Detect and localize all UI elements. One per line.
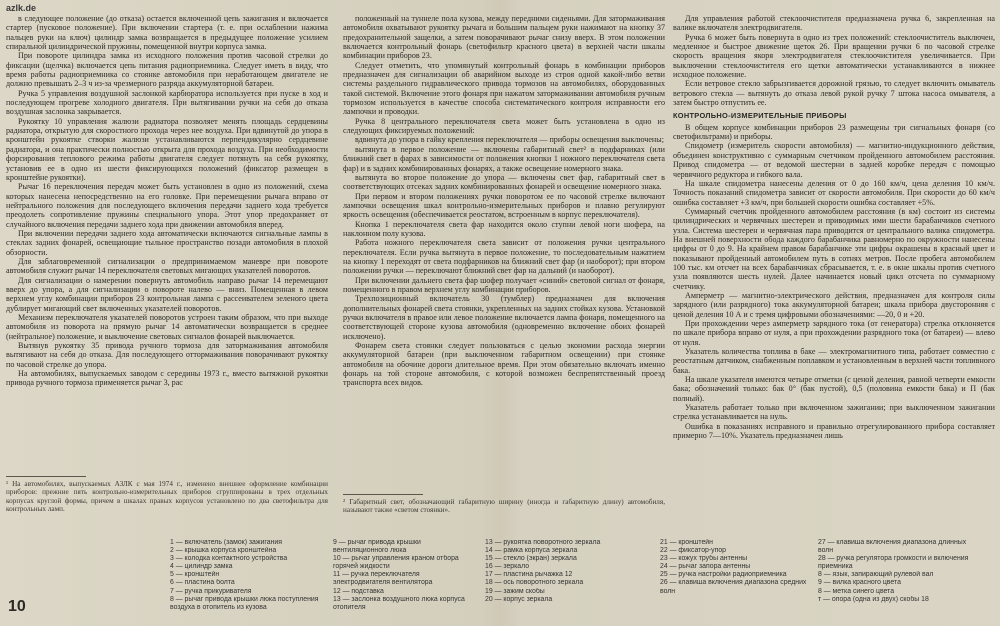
legend-item: 17 — пластина рычажка 12 xyxy=(485,571,573,579)
paragraph: вытянута во второе положение до упора — включены свет фар, габаритный свет в соответствующих отсеках задних комбинированных фонарей и освещение номерного знака. xyxy=(343,172,665,192)
paragraph: Рукоятку 10 управления жалюзи радиатора позволяет менять площадь сердцевины радиатора, открытую для скоростного прохода через нее воздуха. При вдвинутой до упора в кронштейн рукоятке створки жалюзи устанавливаются перпендикулярно сердцевине радиатора, и она практически полностью открыта для прохода воздуха. При необходимости форсирования теплового режима работы двигателя следует потянуть на себя рукоятку, установив ее в одно из шести фиксирующихся положений (фиксатор размещен в кронштейне рукоятки). xyxy=(6,116,328,182)
paragraph: Вытянув рукоятку 35 привода ручного тормоза для затормаживания автомобиля вытягивают на себя до отказа. Для последующего оттормаживания поворачивают рукоятку по часовой стрелке до упора. xyxy=(6,341,328,369)
legend-item: 4 — цилиндр замка xyxy=(170,563,233,571)
paragraph: Спидометр (измеритель скорости автомобиля) — магнитно-индукционного действия, объединен конструктивно с суммарным счетчиком пройденного автомобилем расстояния. Привод спидометра — от ведомой шестерни в задней коробке передач с помощью червячного редуктора и гибкого вала. xyxy=(673,141,995,179)
legend-item: 24 — рычаг запора антенны xyxy=(660,563,751,571)
paragraph: При первом и втором положениях ручки поворотом ее по часовой стрелке включают лампочки освещения шкал контрольно-измерительных приборов и плавно регулируют яркость освещения (обеспечивается реостатом, встроенным в корпус переключателя). xyxy=(343,191,665,220)
legend-item: 5 — кронштейн xyxy=(170,571,220,579)
text-column-left xyxy=(6,14,328,472)
legend-item: 25 — ручка настройки радиоприемника xyxy=(660,571,787,579)
legend-item: 28 — ручка регулятора громкости и включения приемника xyxy=(818,555,969,571)
legend-item: 13 — заслонка воздушного люка корпуса отопителя xyxy=(333,595,465,611)
footnote-divider xyxy=(343,494,423,495)
paragraph: вдвинута до упора в гайку крепления переключателя — приборы освещения выключены; xyxy=(355,135,664,145)
paragraph: Ручка 5 управления воздушной заслонкой карбюратора используется при пуске в ход и последующем прогреве холодного двигателя. При вытягивании ручки на себя до отказа воздушная заслонка закрывается. xyxy=(6,88,328,117)
paragraph: Ручка 8 центрального переключателя света может быть установлена в одно из следующих фиксируемых положений: xyxy=(343,116,665,136)
legend-item: 18 — ось поворотного зеркала xyxy=(485,579,584,587)
paragraph: Для сигнализации о намерении повернуть автомобиль направо рычаг 14 перемещают вверх до упора, а для сигнализации о повороте налево — вниз. Помещенная в левом верхнем углу комбинации приборов 23 контрольная лампа с рассеивателем зеленого цвета дублирует мигающий свет включенных указателей поворотов. xyxy=(6,275,328,313)
legend-item: 13 — рукоятка поворотного зеркала xyxy=(485,539,601,546)
legend-item: 8 — метка синего цвета xyxy=(818,587,895,595)
figure-legend-column xyxy=(333,539,476,621)
paragraph: Механизм переключателя указателей поворотов устроен таким образом, что при выходе автомобиля из поворота на прямую рычаг 14 автоматически возвращается в среднее (нейтральное) положение, и выключение световых сигналов фонарей выключается. xyxy=(6,313,328,341)
legend-item: 3 — колодка контактного устройства xyxy=(170,555,288,563)
figure-legend-column xyxy=(485,539,620,621)
paragraph: Следует отметить, что упомянутый контрольный фонарь в комбинации приборов предназначен для сигнализации об аварийном выходе из строя одной какой-либо ветви системы раздельного гидравлического привода тормозов на автомобилях, оборудованных такой системой. Включение этого фонаря при нажатом затормаживании автомобиля ручным тормозом используется в качестве способа систематического контроля исправности его лампочки и проводки. xyxy=(343,60,665,117)
legend-item: 20 — корпус зеркала xyxy=(485,595,553,603)
paragraph: Для управления работой стеклоочистителя предназначена ручка 6, закрепленная на валике включателя электродвигателя. xyxy=(673,14,995,33)
legend-item: 1 — включатель (замок) зажигания xyxy=(170,539,282,546)
paragraph: Кнопка 1 переключателя света фар находится около ступни левой ноги шофера, на наклонном полу кузова. xyxy=(343,219,665,238)
legend-item: 19 — зажим скобы xyxy=(485,587,545,595)
legend-item: 12 — подставка xyxy=(333,587,384,595)
paragraph: Работа ножного переключателя света зависит от положения ручки центрального переключателя. Если ручка вытянута в первое положение, то последовательным нажатием на кнопку 1 переходят от света подфарников на ближний свет фар (и наоборот); при втором положении ручки — переключают ближний свет фар на дальний (и наоборот). xyxy=(343,238,665,276)
paragraph: На шкале указателя имеются четыре отметки (с ценой деления, равной четверти емкости бака; обозначений только: бак 0° (бак пустой), 0,5 (половина емкости бака) и П (бак полный). xyxy=(673,375,995,403)
legend-item: 26 — клавиша включения диапазона средних волн xyxy=(660,579,807,595)
legend-item: 23 — кожух трубы антенны xyxy=(660,555,748,563)
legend-item: 14 — рамка корпуса зеркала xyxy=(485,547,578,555)
paragraph: Трехпозиционный включатель 30 (тумблер) предназначен для включения дополнительных фонарей света стоянки, укрепленных на задних стойках кузова. Установкой ручки включателя в правое или левое положение включается лампа фонаря, помещенного на соответствующей стороне кузова автомобиля (одновременно включение обоих фонарей исключено). xyxy=(343,294,665,341)
paragraph: На шкале спидометра нанесены деления от 0 до 160 км/ч, цена деления 10 км/ч. Точность показаний спидометра зависит от скорости автомобиля. При скорости до 60 км/ч ошибка составляет +3 км/ч, при большей скорости ошибка составляет +5%. xyxy=(673,178,995,207)
paragraph: При повороте цилиндра замка из исходного положения против часовой стрелки до фиксации (щелчка) включается цепь питания радиоприемника. Следует иметь в виду, что время работы радиоприемника со стоянке автомобиля при неработающем двигателе не должно превышать 2–3 ч из-за чрезмерного разряда аккумуляторной батареи. xyxy=(6,51,328,89)
paragraph: Амперметр — магнитно-электрического действия, предназначен для контроля силы зарядного (или разрядного) тока аккумуляторной батареи; шкала прибора двусторонняя с ценой деления 10 А и с тремя цифровыми обозначениями: —20, 0 и +20. xyxy=(673,290,995,319)
section-heading: КОНТРОЛЬНО-ИЗМЕРИТЕЛЬНЫЕ ПРИБОРЫ xyxy=(673,111,847,121)
footnote-middle: ² Габаритный свет, обозначающий габаритную ширину (иногда и габаритную длину) автомобиля, называют также «светом стоянки». xyxy=(343,498,665,515)
legend-item: 27 — клавиша включения диапазона длинных волн xyxy=(818,539,967,555)
legend-item: 7 — ручка прикуривателя xyxy=(170,587,252,595)
figure-legend-column xyxy=(170,539,325,621)
footnote-left: ¹ На автомобилях, выпускаемых АЗЛК с мая 1974 г., изменено внешнее оформление комбинации приборов: прежние пять контрольно-измерительных приборов сгруппированы в трех отдельных корпусах круглой формы, причем в шкалах правых корпусов установлено по два светофильтра для контрольных ламп. xyxy=(6,480,328,513)
paragraph: Указатель количества топлива в баке — электромагнитного типа, работает совместно с реостатным датчиком, снабженным поплавком и установленным в верхней части топливного бака. xyxy=(673,347,995,375)
legend-item: т — опора (одна из двух) скобы 18 xyxy=(818,595,929,603)
paragraph: в следующее положение (до отказа) остается включенной цепь зажигания и включается стартер (пусковое положение). При включении стартера (т. е. при ослаблении нажима пальцев руки на ключ) цилиндр замка возвращается в предыдущее положение усилием спиральной цилиндрической пружины, помещенной внутри корпуса замка. xyxy=(6,14,328,52)
legend-item: 9 — рычаг привода крышки вентиляционного люка xyxy=(333,539,421,555)
text-column-right xyxy=(673,14,995,447)
legend-item: 16 — зеркало xyxy=(485,563,530,571)
paragraph: Суммарный счетчик пройденного автомобилем расстояния (в км) состоит из системы цилиндрических и червячных шестерен и приводимых ими шести барабанчиков счетного узла. Система шестерен и червячная пара приводится от центрального валика спидометра. На внешней поверхности обода каждого барабанчика равномерно по окружности нанесены цифры от 0 до 9. На крайнем правом барабанчике эти цифры окрашены в красный цвет и показывают пройденный автомобилем путь в сотнях метров. После пробега автомобилем 100 тыс. км отсчет на всех барабанчиках сбрасывается, т. е. в окне шкалы против счетного узла появляются шесть нулей. Далее начинается новый цикл отсчета по суммарному счетчику. xyxy=(673,206,995,291)
legend-item: 22 — фиксатор-упор xyxy=(660,547,726,555)
footnote-divider xyxy=(6,476,86,477)
legend-item: 8 — язык, запирающий рулевой вал xyxy=(818,571,934,579)
legend-item: 10 — рычаг управления краном отбора горячей жидкости xyxy=(333,555,459,571)
legend-item: 6 — пластина болта xyxy=(170,579,235,587)
paragraph: При включении дальнего света фар шофер получает «синий» световой сигнал от фонаря, помещенного в правом верхнем углу комбинации приборов. xyxy=(343,275,665,294)
paragraph: Фонарем света стоянки следует пользоваться с целью экономии расхода энергии аккумуляторной батареи (при выключенном габаритном освещении) при стоянке автомобиля на обочине дороги длительное время. При этом обязательно включать именно фонарь на той стороне автомобиля, с которой возможен беспрепятственный проезд транспорта всех видов. xyxy=(343,341,665,388)
legend-item: 8 — рычаг привода крышки люка поступления воздуха в отопитель из кузова xyxy=(170,595,319,611)
paragraph: В общем корпусе комбинации приборов 23 размещены три сигнальных фонаря (со светофильтрами) и приборы. xyxy=(673,122,995,142)
page-number: 10 xyxy=(8,598,26,615)
paragraph: Указатель работает только при включенном зажигании; при выключенном зажигании стрелка устанавливается на нуль. xyxy=(673,403,995,422)
paragraph: Если ветровое стекло забрызгивается дорожной грязью, то следует включить омыватель ветрового стекла — вытянуть до отказа левой рукой ручку 7 штока насоса омывателя, а затем быстро отпустить ее. xyxy=(673,79,995,108)
legend-item: 2 — крышка корпуса кронштейна xyxy=(170,547,277,555)
paragraph: На автомобилях, выпускаемых заводом с середины 1973 г., вместо вытяжной рукоятки привода ручного тормоза применяется рычаг 3, рас xyxy=(6,369,328,388)
paragraph: Ручка 6 может быть повернута в одно из трех положений: стеклоочиститель выключен, медленное и быстрое движение щеток 26. При вращении ручки 6 по часовой стрелке скорость вращения якоря электродвигателя стеклоочистителя увеличивается. При выключении стеклоочистителя его щетки автоматически устанавливаются в нижнее исходное положение. xyxy=(673,32,995,80)
legend-item: 15 — стекло (экран) зеркала xyxy=(485,555,577,563)
figure-legend-column xyxy=(818,539,978,621)
paragraph: Для заблаговременной сигнализации о предпринимаемом маневре при повороте автомобиля служит рычаг 14 переключателя световых мигающих указателей поворотов. xyxy=(6,256,328,276)
paragraph: При включении передачи заднего хода автоматически включаются сигнальные лампы в стеклах задних фонарей, освещающие тыльное пространство позади автомобиля в плохой обзорности. xyxy=(6,228,328,257)
legend-item: 9 — вилка красного цвета xyxy=(818,579,901,587)
text-column-middle xyxy=(343,14,665,504)
legend-item: 11 — ручка переключателя электродвигателя вентилятора xyxy=(333,571,433,587)
paragraph: положенный на туннеле пола кузова, между передними сиденьями. Для затормаживания автомобиля охватывают рукоятку рычага и большим пальцем руки нажимают на кнопку 37 предохранительной защелки, а затем поворачивают рычаг снизу вверх. В этом положении включается контрольный фонарь (светофильтр красного цвета) в верхней части шкалы комбинации приборов 23. xyxy=(343,14,665,61)
paragraph: вытянута в первое положение — включены габаритный свет² в подфарниках (или ближний свет в фарах в зависимости от положения кнопки 1 ножного переключателя света фар) и в задних комбинированных фонарях, а также освещение номерного знака. xyxy=(343,144,665,173)
watermark: azlk.de xyxy=(6,3,37,13)
paragraph: Ошибка в показаниях исправного и правильно отрегулированного прибора составляет примерно 7—10%. Указатель предназначен лишь xyxy=(673,421,995,441)
legend-item: 21 — кронштейн xyxy=(660,539,713,546)
paragraph: Рычаг 16 переключения передач может быть установлен в одно из положений, схема которых нанесена непосредственно на его головке. При перемещении рычага вправо от нейтрального положения для последующего включения передачи заднего хода требуется преодолеть сопротивление пружины специального упора. Этот упор предохраняет от случайного включения передачи заднего хода при движении автомобиля вперед. xyxy=(6,182,328,229)
paragraph: При прохождении через амперметр зарядного тока (от генератора) стрелка отклоняется по шкале прибора вправо от нуля, а при прохождении разрядного тока (от батареи) — влево от нуля. xyxy=(673,319,995,347)
figure-legend-column xyxy=(660,539,810,621)
